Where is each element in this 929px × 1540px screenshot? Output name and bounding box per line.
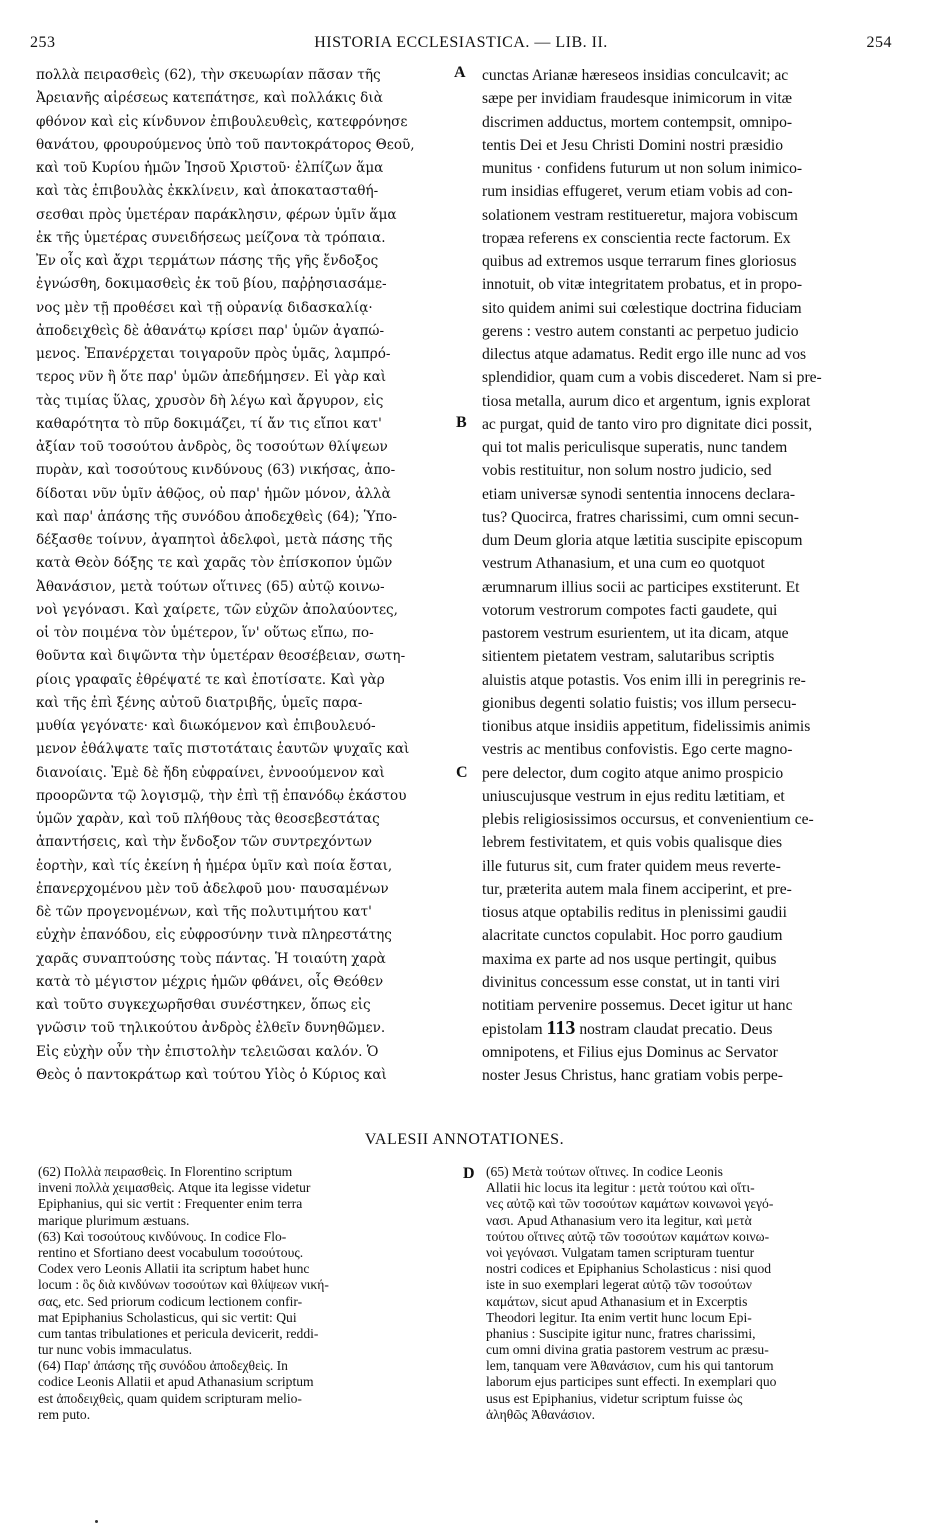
greek-text-line: Ἀθανάσιον, μετὰ τούτων οἵτινες (65) αὐτῷ κοινω- [36,578,385,595]
latin-text-line: vobis restituitur, non solum nostro judicio, sed [482,462,772,480]
latin-text-line: gionibus degenti solatio fuistis; vos illum persecu- [482,694,797,712]
inline-page-number: 113 [546,1017,576,1040]
annotation-line: est ἀποδειχθεὶς, quam quidem scripturam melio- [38,1390,302,1406]
latin-text-line: uniuscujusque vestrum in ejus reditu lætitiam, et [482,787,785,805]
annotation-line: καμάτων, sicut apud Athanasium et in Excerptis [486,1293,748,1309]
annotation-line: Theodori legitur. Ita enim vertit hunc locum Epi- [486,1309,752,1325]
annotation-line: codice Leonis Allatii et apud Athanasium scriptum [38,1374,314,1390]
latin-text-line: tionibus atque insidiis appetitum, fidelissimis animis [482,718,811,735]
annotation-line: cum tantas tribulationes et pericula devicerit, reddi- [38,1325,319,1341]
latin-text-line: rum insidias effugeret, verum etiam vobis ad con- [482,183,793,201]
annotation-line: lem, tanquam vere Ἀθανάσιον, cum his qui tantorum [486,1358,774,1374]
greek-text-line: καὶ τὰς ἐπιβουλὰς ἐκκλίνειν, καὶ ἀποκατασταθή- [36,183,379,200]
greek-text-line: ἀξίαν τοῦ τοσούτου ἀνδρὸς, ὃς τοσούτων θλίψεων [36,439,388,455]
page-number-right: 254 [866,34,892,51]
greek-text-line: ρίοις γραφαῖς ἐθρέψατέ τε καὶ ἐποτίσατε. Καὶ γὰρ [36,671,385,688]
latin-text-line: sitientem pietatem vestram, salutaribus scriptis [482,648,775,666]
greek-text-line: προορῶντα τῷ λογισμῷ, τὴν ἐπὶ τῇ ἐπανόδῳ ἑκάστου [36,787,407,804]
latin-text-line: ille futurus sit, cum frater quidem meus reverte- [482,857,781,875]
greek-text-line: πολλὰ πειρασθεὶς (62), τὴν σκευωρίαν πᾶσαν τῆς [36,67,381,83]
annotation-line: rentino et Sfortiano deest vocabulum τοσούτους. [38,1244,304,1260]
annotation-line: (63) Καὶ τοσούτους κινδύνους. In codice Flo- [38,1228,287,1244]
annotation-line: νες αὐτῷ καὶ τῶν τοσούτων καμάτων κοινωνοὶ γεγό- [486,1196,774,1212]
latin-text-line: dilectus atque adamatus. Redit ergo ille nunc ad vos [482,346,807,363]
latin-text-line: tropæa referens ex conscientia recte factorum. Ex [482,229,791,247]
greek-text-line: δέξασθε τοίνυν, ἀγαπητοὶ ἀδελφοὶ, μετὰ πάσης τῆς [36,532,393,548]
latin-text-line: maxima ex parte ad nos usque pertingit, quibus [482,950,777,968]
latin-text-line: ærumnarum illius socii ac participes exstiterunt. Et [482,578,800,596]
latin-text-line: dum Deum gloria atque lætitia suscipite episcopum [482,532,803,549]
greek-text-line: εὐχὴν ἐπανόδου, εἰς εὐφροσύνην τινὰ πληρεστάτης [36,927,392,944]
greek-text-line: νοὶ γεγόνασι. Καὶ χαίρετε, τῶν εὐχῶν ἀπολαύοντες, [36,601,398,618]
greek-text-line: μυθία γεγόνατε· καὶ διωκόμενον καὶ ἐπιβουλευό- [36,718,376,734]
latin-text-line: cunctas Arianæ hæreseos insidias conculcavit; ac [482,67,789,84]
latin-text-line: innotuit, ob vitæ integritatem probatus, et in propo- [482,276,803,294]
annotation-line: νασι. Apud Athanasium vero ita legitur, καὶ μετὰ [486,1212,752,1228]
latin-text-line: pere delector, dum cogito atque animo prospicio [482,764,784,782]
latin-text-line: omnipotens, et Filius ejus Dominus ac Servator [482,1043,778,1061]
annotation-line: rem puto. [38,1406,91,1422]
latin-text-line: etiam universæ synodi sententia innocens declara- [482,485,796,503]
greek-text-line: ἀπαντήσεις, καὶ τὴν ἔνδοξον τῶν συντρεχόντων [36,834,372,851]
greek-text-line: θοῦντα καὶ διψῶντα τὴν ὑμετέραν θεοσέβειαν, σωτη- [36,648,406,665]
greek-text-line: μενος. Ἐπανέρχεται τοιγαροῦν πρὸς ὑμᾶς, λαμπρό- [36,346,391,362]
greek-text-line: Εἰς εὐχὴν οὖν τὴν ἐπιστολὴν τελειῶσαι καλόν. Ὁ [36,1043,379,1060]
greek-text-line: κατὰ τὸ μέγιστον μέχρις ἡμῶν φθάνει, οἷς Θεόθεν [36,973,384,990]
greek-text-line: Ἀρειανῆς αἱρέσεως κατεπάτησε, καὶ πολλάκις διὰ [36,90,383,107]
greek-text-line: δίδοται νῦν ὑμῖν ἀθῷος, οὐ παρ' ἡμῶν μόνον, ἀλλὰ [36,485,391,502]
latin-text-line: tiosus atque optabilis reditus in plenissimi gaudii [482,904,787,921]
greek-text-line: πυρὰν, καὶ τοσούτους κινδύνους (63) νικήσας, ἀπο- [36,462,396,479]
annotation-line: Codex vero Leonis Allatii ita scriptum habet hunc [38,1261,310,1277]
greek-text-line: νος μὲν τῇ προθέσει καὶ τῇ οὐρανίᾳ διδασκαλίᾳ· [36,299,373,316]
latin-text-line: discrimen adductus, mortem contempsit, omnipo- [482,113,793,131]
print-speck [95,1520,98,1523]
annotations-left-column [38,1164,458,1423]
latin-text-line: noster Jesus Christus, hanc gratiam vobis perpe- [482,1066,783,1084]
latin-text-line: gerens : vestro autem constanti ac perpetuo judicio [482,322,799,340]
latin-text-line: lebrem festivitatem, et quis vobis qualisque dies [482,834,783,852]
greek-text-line: θανάτου, φρουρούμενος ὑπὸ τοῦ παντοκράτορος Θεοῦ, [36,136,415,153]
annotation-line: nostri codices et Epiphanius Scholasticus : nisi quod [486,1261,772,1277]
latin-text-line: sæpe per invidiam fraudesque inimicorum in vitæ [482,90,793,108]
greek-text-line: οἱ τὸν ποιμένα τὸν ὑμέτερον, ἵν' οὕτως εἴπω, πο- [36,625,374,641]
margin-marker-c: C [456,764,468,781]
annotation-line: (64) Παρ' ἁπάσης τῆς συνόδου ἀποδεχθεὶς. In [38,1358,288,1374]
latin-text-line: aluistis atque potastis. Vos enim illi in peregrinis re- [482,671,806,689]
greek-text-line: Θεὸς ὁ παντοκράτωρ καὶ τούτου Υἱὸς ὁ Κύριος καὶ [36,1066,387,1083]
greek-text-line: καθαρότητα τὸ πῦρ δοκιμάζει, τί ἄν τις εἴποι κατ' [36,415,382,432]
latin-text-line: divinitus concessum esse constat, ut in tanti viri [482,973,780,991]
annotation-line: (65) Μετὰ τούτων οἵτινες. In codice Leonis [486,1164,723,1179]
greek-text-line: τερος νῦν ἢ ὅτε παρ' ὑμῶν ἀπεδήμησεν. Εἰ γὰρ καὶ [36,369,387,386]
latin-text-line: sito quidem animi sui cœlestique doctrina fiduciam [482,299,802,317]
greek-text-line: δὲ τῶν προγενομένων, καὶ τῆς πολυτιμήτου κατ' [36,904,372,920]
greek-text-line: ἐγνώσθη, δοκιμασθεὶς ἐκ τοῦ βίου, παῤῥησιασάμε- [36,276,387,293]
latin-text-line: solationem vestram restitueretur, majora vobiscum [482,206,798,224]
greek-text-line: διανοίαις. Ἐμὲ δὲ ἤδη εὐφραίνει, ἐννοούμενον καὶ [36,764,385,781]
latin-text-line: splendidior, quam cum a vobis discederet. Nam si pre- [482,369,822,387]
latin-text-line: vestrum Athanasium, et una cum eo quotquot [482,555,765,573]
annotation-line: τούτου οἵτινες αὐτῷ τῶν τοσούτων καμάτων κοινω- [486,1228,770,1244]
greek-column [36,64,450,1087]
greek-text-line: ἐκ τῆς ὑμετέρας συνειδήσεως μείζονα τὰ τρόπαια. [36,229,386,246]
margin-marker-d: D [463,1165,475,1182]
latin-text-line: tur, præterita autem mala finem acciperint, et pre- [482,880,792,898]
latin-text-line: munitus · confidens futurum ut non solum inimico- [482,160,803,177]
greek-text-line: ἐπανερχομένου μὲν τοῦ ἀδελφοῦ μου· παυσαμένων [36,880,389,897]
latin-text-line: pastorem vestrum esurientem, ut ita dicam, atque [482,625,789,642]
greek-text-line: καὶ τοῦτο συγκεχωρῆσθαι συνέστηκεν, ὅπως εἰς [36,997,371,1013]
annotation-line: inveni πολλὰ χειμασθεὶς. Atque ita legisse videtur [38,1180,311,1196]
annotation-line: phanius : Suscipite igitur nunc, fratres charissimi, [486,1325,756,1341]
greek-text-line: Ἐν οἷς καὶ ἄχρι τερμάτων πάσης τῆς γῆς ἔνδοξος [36,253,379,269]
greek-text-line: μενον ἐθάλψατε ταῖς πιστοτάταις ἑαυτῶν ψυχαῖς καὶ [36,741,410,758]
greek-text-line: καὶ τῆς ἐπὶ ξένης αὐτοῦ διατριβῆς, ὑμεῖς παρα- [36,694,363,711]
annotation-line: cum omni divina gratia pastorem vestrum ac præsu- [486,1342,769,1358]
latin-text-line: tus? Quocirca, fratres charissimi, cum omni secun- [482,508,799,526]
greek-text-line: κατὰ Θεὸν δόξης τε καὶ χαρᾶς τὸν ἐπίσκοπον ὑμῶν [36,555,393,572]
annotation-line: ἀληθῶς Ἀθανάσιον. [486,1406,595,1422]
latin-text-line: epistolam 113 nostram claudat precatio. Deus [482,1017,773,1040]
latin-text-line: ac purgat, quid de tanto viro pro dignitate dici possit, [482,415,813,433]
greek-text-line: καὶ τοῦ Κυρίου ἡμῶν Ἰησοῦ Χριστοῦ· ἐλπίζων ἅμα [36,160,384,176]
greek-text-line: σεσθαι πρὸς ὑμετέραν παράκλησιν, φέρων ὑμῖν ἅμα [36,206,397,223]
annotation-line: laborum ejus participes sunt effecti. In exemplari quo [486,1374,777,1390]
latin-text-line: vestris ac mentibus confovistis. Ego certe magno- [482,741,793,759]
annotation-line: (62) Πολλὰ πειρασθεὶς. In Florentino scriptum [38,1164,293,1179]
annotation-line: mat Epiphanius Scholasticus, qui sic vertit: Qui [38,1309,297,1325]
annotation-line: Allatii hic locus ita legitur : μετὰ τούτου καὶ οἵτι- [486,1180,755,1196]
margin-marker-b: B [456,414,467,431]
latin-text-line: tiosa metalla, aurum dico et argentum, ignis explorat [482,392,811,410]
greek-text-line: ὑμῶν χαρὰν, καὶ τοῦ πλήθους τὰς θεοσεβεστάτας [36,811,380,827]
latin-text-line: votorum vestrorum compotes facti gaudete, qui [482,601,778,619]
annotation-line: σας, etc. Sed priorum codicum lectionem confir- [38,1293,303,1309]
running-title: HISTORIA ECCLESIASTICA. — LIB. II. [314,34,608,51]
greek-text-line: γνῶσιν τοῦ τηλικούτου ἀνδρὸς ἐλθεῖν δυνηθῶμεν. [36,1020,386,1037]
page-number-left: 253 [30,34,56,51]
annotation-line: iste in suo exemplari legerat αὐτῷ τῶν τοσούτων [486,1277,752,1293]
greek-text-line: τὰς τιμίας ὕλας, χρυσὸν δὴ λέγω καὶ ἄργυρον, εἰς [36,392,384,409]
latin-text-line: notitiam pervenire possemus. Decet igitur ut hanc [482,997,793,1014]
latin-column [482,64,892,1087]
annotation-line: tur nunc vobis immaculatus. [38,1342,193,1358]
annotation-line: locum : ὃς διὰ κινδύνων τοσούτων καὶ θλίψεων νική- [38,1277,329,1293]
greek-text-line: χαρᾶς συναπτούσης τοὺς πάντας. Ἡ τοιαύτη χαρὰ [36,950,386,967]
margin-marker-a: A [454,64,466,81]
latin-text-line: qui tot malis periculisque superatis, nunc tandem [482,439,788,456]
latin-text-line: quibus ad extremos usque terrarum fines gloriosus [482,253,797,270]
page-header [30,34,892,58]
annotations-heading: VALESII ANNOTATIONES. [364,1131,565,1148]
annotation-line: marique plurimum æstuans. [38,1212,190,1228]
annotation-line: usus est Epiphanius, videtur scriptum fuisse ὡς [486,1390,743,1406]
latin-text-line: tentis Dei et Jesu Christi Domini nostri præsidio [482,136,784,154]
annotation-line: Epiphanius, qui sic vertit : Frequenter enim terra [38,1196,303,1212]
annotation-line: νοὶ γεγόνασι. Vulgatam tamen scripturam tuentur [486,1244,755,1260]
latin-text-line: alacritate cunctos copulabit. Hoc porro gaudium [482,927,783,945]
greek-text-line: ἀποδειχθεὶς δὲ ἀθανάτῳ κρίσει παρ' ὑμῶν ἀγαπώ- [36,322,385,339]
greek-text-line: φθόνον καὶ εἰς κίνδυνον ἐπιβουλευθεὶς, κατεφρόνησε [36,113,408,130]
annotations-right-column [486,1164,896,1423]
latin-text-line: plebis religiosissimos occursus, et convenientium ce- [482,811,814,828]
greek-text-line: καὶ παρ' ἁπάσης τῆς συνόδου ἀποδεχθεὶς (64); Ὑπο- [36,508,398,525]
greek-text-line: ἑορτὴν, καὶ τίς ἐκείνη ἡ ἡμέρα ὑμῖν καὶ ποία ἔσται, [36,857,393,874]
